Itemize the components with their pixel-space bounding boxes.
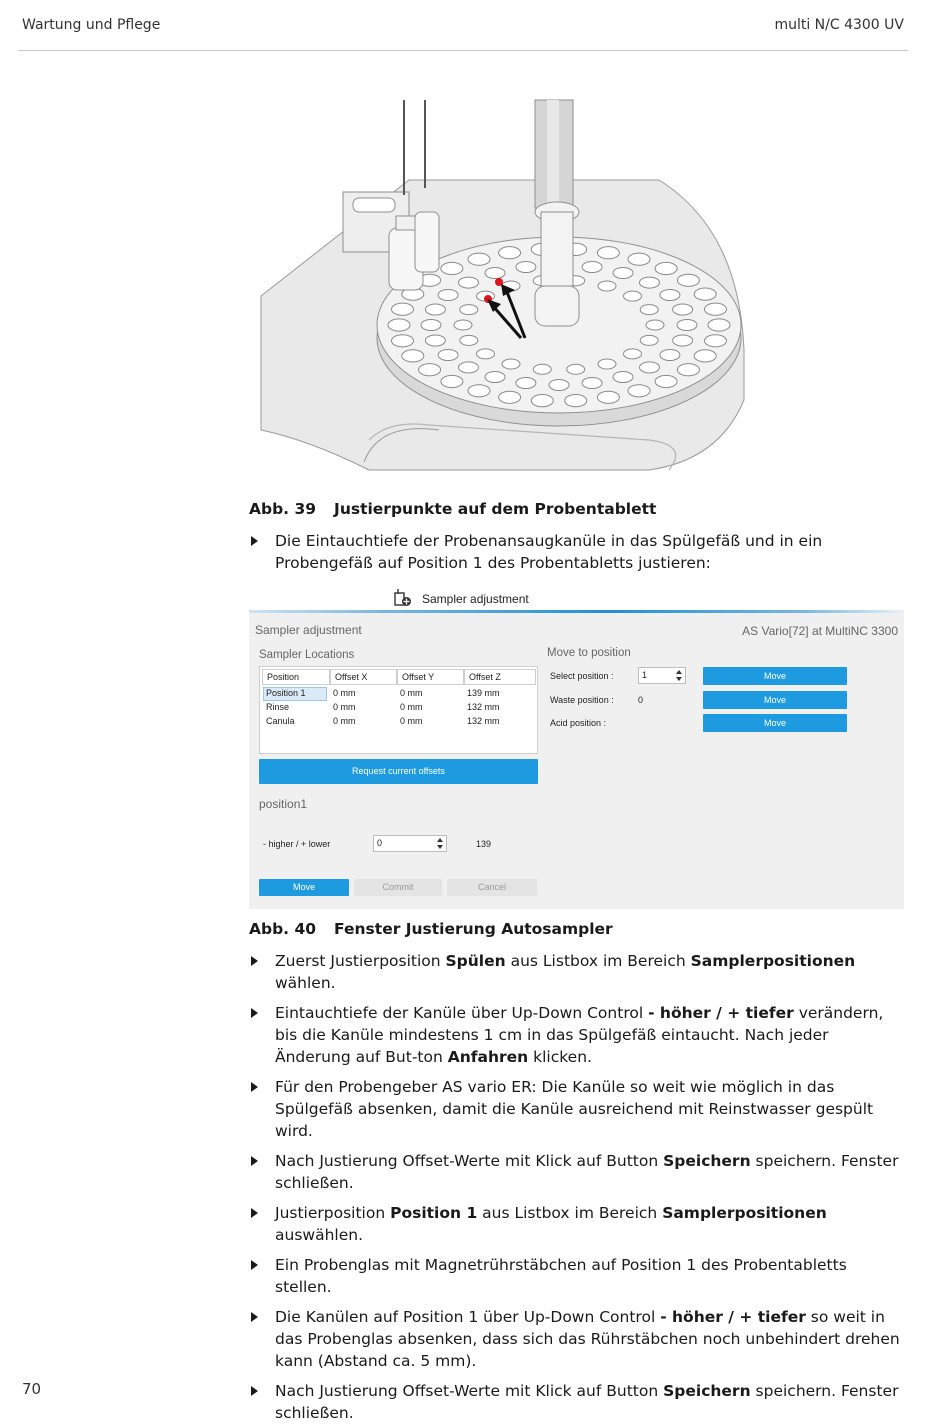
tray-hole [460,335,478,345]
step-text: Zuerst Justierposition [275,952,446,970]
col-offset-y[interactable]: Offset Y [397,669,464,685]
procedure-step [249,1076,904,1142]
step-text: so weit in das Probenglas absenken, dass sich das Rührstäbchen noch unbehindert drehen kann (Abstand ca. 5 mm). [275,1308,900,1370]
higher-lower-label: - higher / + lower [263,839,331,849]
procedure-step [249,950,904,994]
tray-hole [613,372,633,383]
tray-hole [425,304,445,315]
step-text: speichern. Fenster schließen. [275,1382,899,1422]
col-position[interactable]: Position [262,669,330,685]
step-text: auswählen. [275,1226,363,1244]
procedure-step [249,1254,904,1298]
figure-39-number: Abb. 39 [249,500,317,518]
move-button[interactable]: Move [259,879,349,896]
select-position-label: Select position : [550,671,614,681]
move-to-position-title: Move to position [547,647,631,659]
bullet-arrow-icon [251,1082,258,1092]
tray-hole [694,350,716,362]
step-emphasis: Anfahren [447,1048,529,1066]
step-emphasis: Samplerpositionen [662,1204,827,1222]
tray-hole [582,262,602,273]
row-canula-name[interactable]: Canula [266,716,295,726]
waste-position-value: 0 [638,695,644,705]
tray-hole [660,350,680,361]
sampler-locations-title: Sampler Locations [259,649,355,661]
tray-hole [628,385,650,397]
request-offsets-button[interactable]: Request current offsets [259,759,538,784]
tray-hole [468,385,490,397]
tray-hole [598,359,616,369]
row-canula-y: 0 mm [400,716,423,726]
col-offset-z[interactable]: Offset Z [464,669,536,685]
panel-title: Sampler adjustment [255,623,362,637]
header-divider [18,50,908,51]
tray-hole [499,391,521,403]
tray-hole [388,319,410,331]
running-header-product: multi N/C 4300 UV [774,17,904,33]
row-rinse-z: 132 mm [467,702,500,712]
bullet-arrow-icon [251,1208,258,1218]
row-rinse-x: 0 mm [333,702,356,712]
higher-lower-stepper[interactable]: 0 [373,835,447,852]
selected-position-name: position1 [259,797,308,811]
stepper-arrows-icon[interactable] [676,670,682,681]
procedure-steps [249,950,904,1424]
tray-hole [705,303,727,315]
sample-tray-illustration [249,100,749,490]
step-text: Nach Justierung Offset-Werte mit Klick auf Button [275,1152,664,1170]
tray-hole [441,262,463,274]
tray-hole [531,395,553,407]
procedure-step [249,1202,904,1246]
bullet-arrow-icon [251,1312,258,1322]
tray-hole [655,375,677,387]
tray-hole [425,335,445,346]
move-select-position-button[interactable]: Move [703,667,847,685]
tray-hole [624,349,642,359]
move-acid-position-button[interactable]: Move [703,714,847,732]
tray-hole [613,268,633,279]
col-offset-x[interactable]: Offset X [330,669,397,685]
step-emphasis: - höher / + tiefer [660,1308,806,1326]
tray-hole [640,277,660,288]
tray-hole [468,253,490,265]
step-text: aus Listbox im Bereich [477,1204,663,1222]
sampler-settings-icon [394,589,412,607]
tray-hole [660,290,680,301]
sampler-locations-list[interactable] [259,666,538,754]
row-position-1-name[interactable]: Position 1 [266,688,306,698]
bullet-arrow-icon [251,1386,258,1396]
tray-hole [677,274,699,286]
figure-39-title: Justierpunkte auf dem Probentablett [334,500,657,518]
step-emphasis: Speichern [663,1382,751,1400]
step-text: verändern, bis die Kanüle mindestens 1 cm in das Spülgefäß eintaucht. Nach jeder Änderung auf But-ton [275,1004,884,1066]
step-text: Die Kanülen auf Position 1 über Up-Down Control [275,1308,661,1326]
tray-hole [597,391,619,403]
tray-hole [640,362,660,373]
page-number: 70 [22,1380,42,1398]
tray-hole [582,378,602,389]
tray-hole [499,247,521,259]
tray-hole [677,364,699,376]
tray-hole [485,372,505,383]
figure-40-caption [249,920,613,938]
intro-bullet: Die Eintauchtiefe der Probenansaugkanüle in das Spülgefäß und in ein Probengefäß auf Position 1 des Probentabletts justieren: [249,530,904,574]
tray-hole [502,359,520,369]
select-position-stepper[interactable]: 1 [638,667,686,684]
waste-position-label: Waste position : [550,695,614,705]
tray-hole [549,380,569,391]
tray-hole [640,305,658,315]
tray-hole [567,364,585,374]
procedure-step [249,1150,904,1194]
tray-hole [624,291,642,301]
figure-40-title: Fenster Justierung Autosampler [334,920,613,938]
step-emphasis: - höher / + tiefer [648,1004,794,1022]
procedure-step [249,1002,904,1068]
tray-hole [673,335,693,346]
commit-button[interactable]: Commit [354,879,442,896]
cancel-button[interactable]: Cancel [447,879,537,896]
step-emphasis: Position 1 [390,1204,478,1222]
tray-hole [694,288,716,300]
z-offset-value: 139 [476,839,492,849]
procedure-step [249,1306,904,1372]
step-text: Ein Probenglas mit Magnetrührstäbchen auf Position 1 des Probentabletts stellen. [275,1256,847,1296]
step-text: klicken. [528,1048,592,1066]
row-canula-x: 0 mm [333,716,356,726]
tray-hole [646,320,664,330]
window-tab-bar [249,580,904,612]
bullet-arrow-icon [251,956,258,966]
device-name: AS Vario[72] at MultiNC 3300 [742,624,898,638]
tray-hole [598,281,616,291]
step-text: wählen. [275,974,336,992]
tray-hole [392,303,414,315]
tray-hole [673,304,693,315]
tray-hole [392,335,414,347]
tray-hole [459,277,479,288]
step-text: Justierposition [275,1204,391,1222]
sampler-adjustment-window [249,580,904,909]
step-text: Nach Justierung Offset-Werte mit Klick auf Button [275,1382,664,1400]
tray-hole [516,262,536,273]
tray-hole [459,362,479,373]
tray-hole [441,375,463,387]
tray-hole [419,364,441,376]
tray-hole [438,350,458,361]
tray-hole [565,395,587,407]
tray-hole [460,305,478,315]
tray-hole [485,268,505,279]
bullet-arrow-icon [251,1156,258,1166]
procedure-step [249,1380,904,1424]
tray-hole [705,335,727,347]
step-emphasis: Spülen [445,952,506,970]
tray-hole [454,320,472,330]
bullet-arrow-icon [251,1260,258,1270]
step-text: speichern. Fenster schließen. [275,1152,899,1192]
tray-hole [640,335,658,345]
step-text: Für den Probengeber AS vario ER: Die Kanüle so weit wie möglich in das Spülgefäß absenken, damit die Kanüle ausreichend mit Reinstwasser gespült wird. [275,1078,874,1140]
figure-40-number: Abb. 40 [249,920,317,938]
tray-hole [655,262,677,274]
tray-hole [516,378,536,389]
tray-hole [708,319,730,331]
running-header-section: Wartung und Pflege [22,17,161,33]
bullet-arrow-icon [251,1008,258,1018]
row-position-1-x: 0 mm [333,688,356,698]
tray-hole [628,253,650,265]
step-emphasis: Speichern [663,1152,751,1170]
tray-hole [597,247,619,259]
move-waste-position-button[interactable]: Move [703,691,847,709]
row-position-1-y: 0 mm [400,688,423,698]
step-emphasis: Samplerpositionen [690,952,856,970]
tray-hole [677,320,697,331]
step-text: Eintauchtiefe der Kanüle über Up-Down Control [275,1004,649,1022]
tray-hole [438,290,458,301]
tray-hole [477,349,495,359]
tab-underline [249,610,904,613]
bullet-arrow-icon [251,536,258,546]
intro-list [249,530,904,574]
figure-39-caption [249,500,656,518]
row-rinse-name[interactable]: Rinse [266,702,290,712]
tab-sampler-adjustment[interactable]: Sampler adjustment [422,592,529,606]
step-text: aus Listbox im Bereich [505,952,691,970]
stepper-arrows-icon[interactable] [437,838,443,849]
tray-hole [533,364,551,374]
row-position-1-z: 139 mm [467,688,500,698]
row-rinse-y: 0 mm [400,702,423,712]
acid-position-label: Acid position : [550,718,607,728]
tray-hole [402,350,424,362]
row-canula-z: 132 mm [467,716,500,726]
tray-hole [421,320,441,331]
